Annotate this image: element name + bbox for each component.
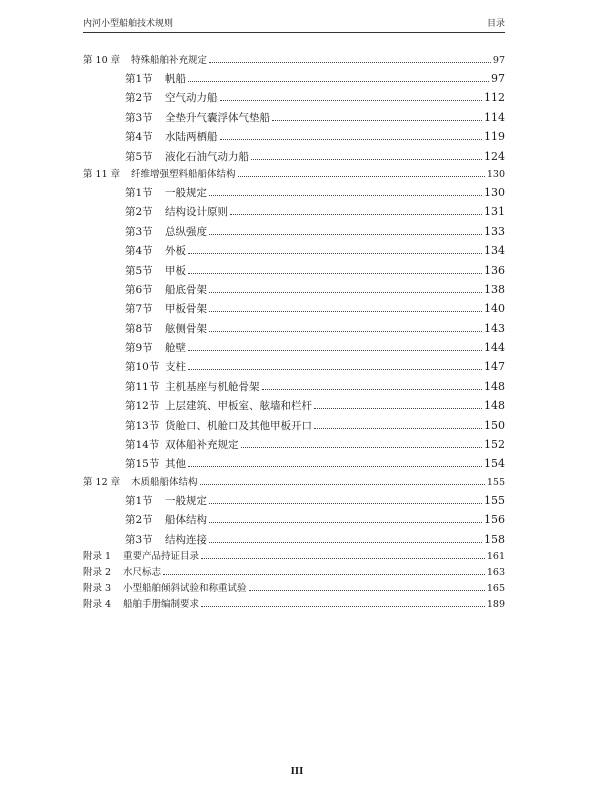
toc-entry-title: 货舱口、机舱口及其他甲板开口	[165, 419, 312, 432]
toc-entry-page: 130	[484, 185, 505, 199]
toc-entry-title: 舱壁	[165, 342, 186, 355]
toc-leader-dots	[209, 522, 482, 523]
toc-entry-number: 第5节	[125, 264, 153, 277]
toc-entry-section[interactable]	[83, 222, 505, 241]
toc-entry-title: 一般规定	[165, 186, 207, 199]
toc-entry-title: 船体结构	[165, 514, 207, 527]
toc-entry-page: 152	[484, 438, 505, 452]
toc-entry-section[interactable]	[83, 147, 505, 166]
toc-entry-title: 特殊船舶补充规定	[131, 55, 208, 66]
toc-entry-number: 第2节	[125, 206, 153, 219]
toc-leader-dots	[230, 214, 482, 215]
toc-entry-number: 第 12 章	[83, 476, 121, 488]
toc-entry-title: 船舶手册编制要求	[123, 598, 200, 610]
toc-entry-title: 其他	[165, 458, 186, 471]
toc-entry-section[interactable]	[83, 183, 505, 202]
toc-entry-page: 112	[484, 91, 505, 105]
toc-entry-page: 133	[484, 224, 505, 238]
toc-entry-section[interactable]	[83, 280, 505, 299]
toc-entry-title: 甲板骨架	[165, 303, 207, 316]
toc-entry-number: 第2节	[125, 92, 153, 105]
toc-entry-title: 液化石油气动力船	[165, 150, 249, 163]
toc-entry-page: 189	[486, 598, 505, 610]
toc-entry-number: 第9节	[125, 342, 153, 355]
toc-leader-dots	[188, 273, 482, 274]
toc-entry-page: 134	[484, 244, 505, 258]
header-section-name: 目录	[486, 19, 505, 29]
toc-leader-dots	[209, 234, 482, 235]
toc-leader-dots	[262, 389, 483, 390]
toc-entry-number: 第8节	[125, 322, 153, 335]
toc-entry-page: 163	[486, 566, 505, 578]
toc-entry-number: 第3节	[125, 111, 153, 124]
toc-leader-dots	[209, 311, 482, 312]
toc-entry-appendix[interactable]	[83, 597, 505, 613]
table-of-contents	[83, 52, 505, 613]
toc-entry-title: 总纵强度	[165, 225, 207, 238]
toc-entry-page: 165	[486, 582, 505, 594]
toc-entry-page: 156	[484, 513, 505, 527]
toc-entry-number: 附录 4	[83, 598, 112, 610]
toc-leader-dots	[209, 195, 482, 196]
toc-entry-title: 空气动力船	[165, 92, 218, 105]
toc-leader-dots	[241, 447, 483, 448]
toc-entry-title: 纤维增强塑料船船体结构	[131, 168, 236, 180]
toc-leader-dots	[209, 62, 491, 63]
toc-entry-title: 舷侧骨架	[165, 322, 207, 335]
toc-entry-section[interactable]	[83, 338, 505, 357]
toc-entry-title: 木质船船体结构	[131, 476, 198, 488]
toc-entry-appendix[interactable]	[83, 581, 505, 597]
toc-entry-number: 第2节	[125, 514, 153, 527]
toc-entry-section[interactable]	[83, 530, 505, 549]
toc-entry-page: 147	[484, 360, 505, 374]
toc-entry-page: 158	[484, 532, 505, 546]
toc-entry-number: 第 11 章	[83, 168, 121, 180]
toc-entry-page: 150	[484, 418, 505, 432]
toc-entry-page: 154	[484, 457, 505, 471]
toc-leader-dots	[201, 558, 485, 559]
toc-entry-page: 161	[486, 550, 505, 562]
toc-entry-section[interactable]	[83, 127, 505, 146]
toc-entry-section[interactable]	[83, 299, 505, 318]
toc-entry-title: 结构设计原则	[165, 206, 228, 219]
toc-entry-number: 第6节	[125, 283, 153, 296]
toc-entry-page: 136	[484, 263, 505, 277]
toc-entry-number: 附录 3	[83, 582, 112, 594]
toc-entry-title: 重要产品持证目录	[123, 550, 200, 562]
toc-entry-section[interactable]	[83, 261, 505, 280]
toc-entry-title: 帆船	[165, 73, 186, 85]
toc-entry-title: 水尺标志	[123, 566, 162, 578]
toc-entry-page: 114	[484, 110, 505, 124]
toc-leader-dots	[200, 484, 485, 485]
toc-entry-page: 97	[492, 55, 505, 66]
toc-leader-dots	[220, 100, 483, 101]
page-number: III	[290, 767, 304, 777]
toc-entry-title: 一般规定	[165, 494, 207, 507]
toc-entry-number: 第 10 章	[83, 55, 121, 66]
toc-leader-dots	[209, 292, 482, 293]
toc-entry-section[interactable]	[83, 396, 505, 415]
toc-entry-section[interactable]	[83, 491, 505, 510]
toc-entry-page: 143	[484, 321, 505, 335]
toc-leader-dots	[188, 253, 482, 254]
toc-entry-page: 144	[484, 341, 505, 355]
toc-leader-dots	[188, 466, 482, 467]
toc-leader-dots	[188, 350, 482, 351]
toc-entry-number: 第10节	[125, 361, 160, 374]
toc-leader-dots	[209, 542, 482, 543]
toc-entry-page: 119	[484, 130, 505, 144]
toc-entry-title: 上层建筑、甲板室、舷墙和栏杆	[165, 400, 312, 413]
toc-entry-number: 附录 2	[83, 566, 112, 578]
toc-leader-dots	[188, 369, 482, 370]
toc-entry-page: 131	[484, 205, 505, 219]
toc-entry-title: 甲板	[165, 264, 186, 277]
toc-entry-title: 主机基座与机舱骨架	[165, 380, 260, 393]
toc-entry-number: 附录 1	[83, 550, 112, 562]
toc-entry-section[interactable]	[83, 241, 505, 260]
toc-entry-number: 第15节	[125, 458, 160, 471]
toc-entry-number: 第12节	[125, 400, 160, 413]
toc-entry-appendix[interactable]	[83, 549, 505, 565]
toc-entry-number: 第3节	[125, 533, 153, 546]
toc-entry-page: 140	[484, 302, 505, 316]
toc-entry-title: 外板	[165, 245, 186, 258]
toc-entry-number: 第7节	[125, 303, 153, 316]
toc-entry-section[interactable]	[83, 416, 505, 435]
toc-leader-dots	[249, 590, 485, 591]
toc-entry-section[interactable]	[83, 454, 505, 473]
toc-entry-title: 双体船补充规定	[165, 439, 239, 452]
header-document-title: 内河小型船舶技术规则	[83, 19, 174, 29]
toc-leader-dots	[163, 574, 485, 575]
toc-entry-page: 97	[491, 72, 505, 85]
toc-leader-dots	[201, 606, 485, 607]
toc-entry-chapter[interactable]	[83, 52, 505, 69]
toc-leader-dots	[188, 81, 489, 82]
toc-leader-dots	[314, 408, 482, 409]
toc-leader-dots	[272, 120, 482, 121]
toc-entry-page: 155	[486, 476, 505, 488]
toc-entry-number: 第1节	[125, 186, 153, 199]
toc-entry-chapter[interactable]	[83, 474, 505, 491]
toc-entry-section[interactable]	[83, 377, 505, 396]
toc-entry-title: 水陆两栖船	[165, 131, 218, 144]
toc-leader-dots	[209, 503, 482, 504]
toc-entry-number: 第3节	[125, 225, 153, 238]
toc-entry-number: 第1节	[125, 73, 153, 85]
toc-leader-dots	[314, 428, 482, 429]
toc-entry-page: 155	[484, 493, 505, 507]
toc-entry-page: 148	[484, 399, 505, 413]
toc-entry-page: 148	[484, 379, 505, 393]
toc-entry-section[interactable]	[83, 357, 505, 376]
toc-entry-title: 船底骨架	[165, 283, 207, 296]
toc-entry-number: 第4节	[125, 245, 153, 258]
toc-entry-section[interactable]	[83, 69, 505, 88]
toc-entry-page: 138	[484, 282, 505, 296]
toc-entry-section[interactable]	[83, 108, 505, 127]
toc-entry-section[interactable]	[83, 202, 505, 221]
toc-leader-dots	[238, 176, 485, 177]
toc-entry-section[interactable]	[83, 510, 505, 529]
toc-entry-number: 第5节	[125, 150, 153, 163]
toc-entry-page: 124	[484, 149, 505, 163]
toc-entry-title: 全垫升气囊浮体气垫船	[165, 111, 270, 124]
toc-entry-number: 第4节	[125, 131, 153, 144]
toc-entry-number: 第1节	[125, 494, 153, 507]
toc-entry-section[interactable]	[83, 435, 505, 454]
toc-leader-dots	[251, 159, 482, 160]
toc-entry-chapter[interactable]	[83, 166, 505, 183]
toc-entry-number: 第11节	[125, 380, 160, 393]
toc-entry-number: 第14节	[125, 439, 160, 452]
toc-entry-section[interactable]	[83, 319, 505, 338]
toc-entry-appendix[interactable]	[83, 565, 505, 581]
toc-entry-page: 130	[486, 168, 505, 180]
toc-entry-title: 结构连接	[165, 533, 207, 546]
toc-leader-dots	[220, 139, 483, 140]
toc-entry-title: 小型船舶倾斜试验和称重试验	[123, 582, 247, 594]
toc-entry-title: 支柱	[165, 361, 186, 374]
toc-entry-number: 第13节	[125, 419, 160, 432]
toc-leader-dots	[209, 331, 482, 332]
toc-entry-section[interactable]	[83, 88, 505, 107]
running-header	[83, 16, 505, 33]
